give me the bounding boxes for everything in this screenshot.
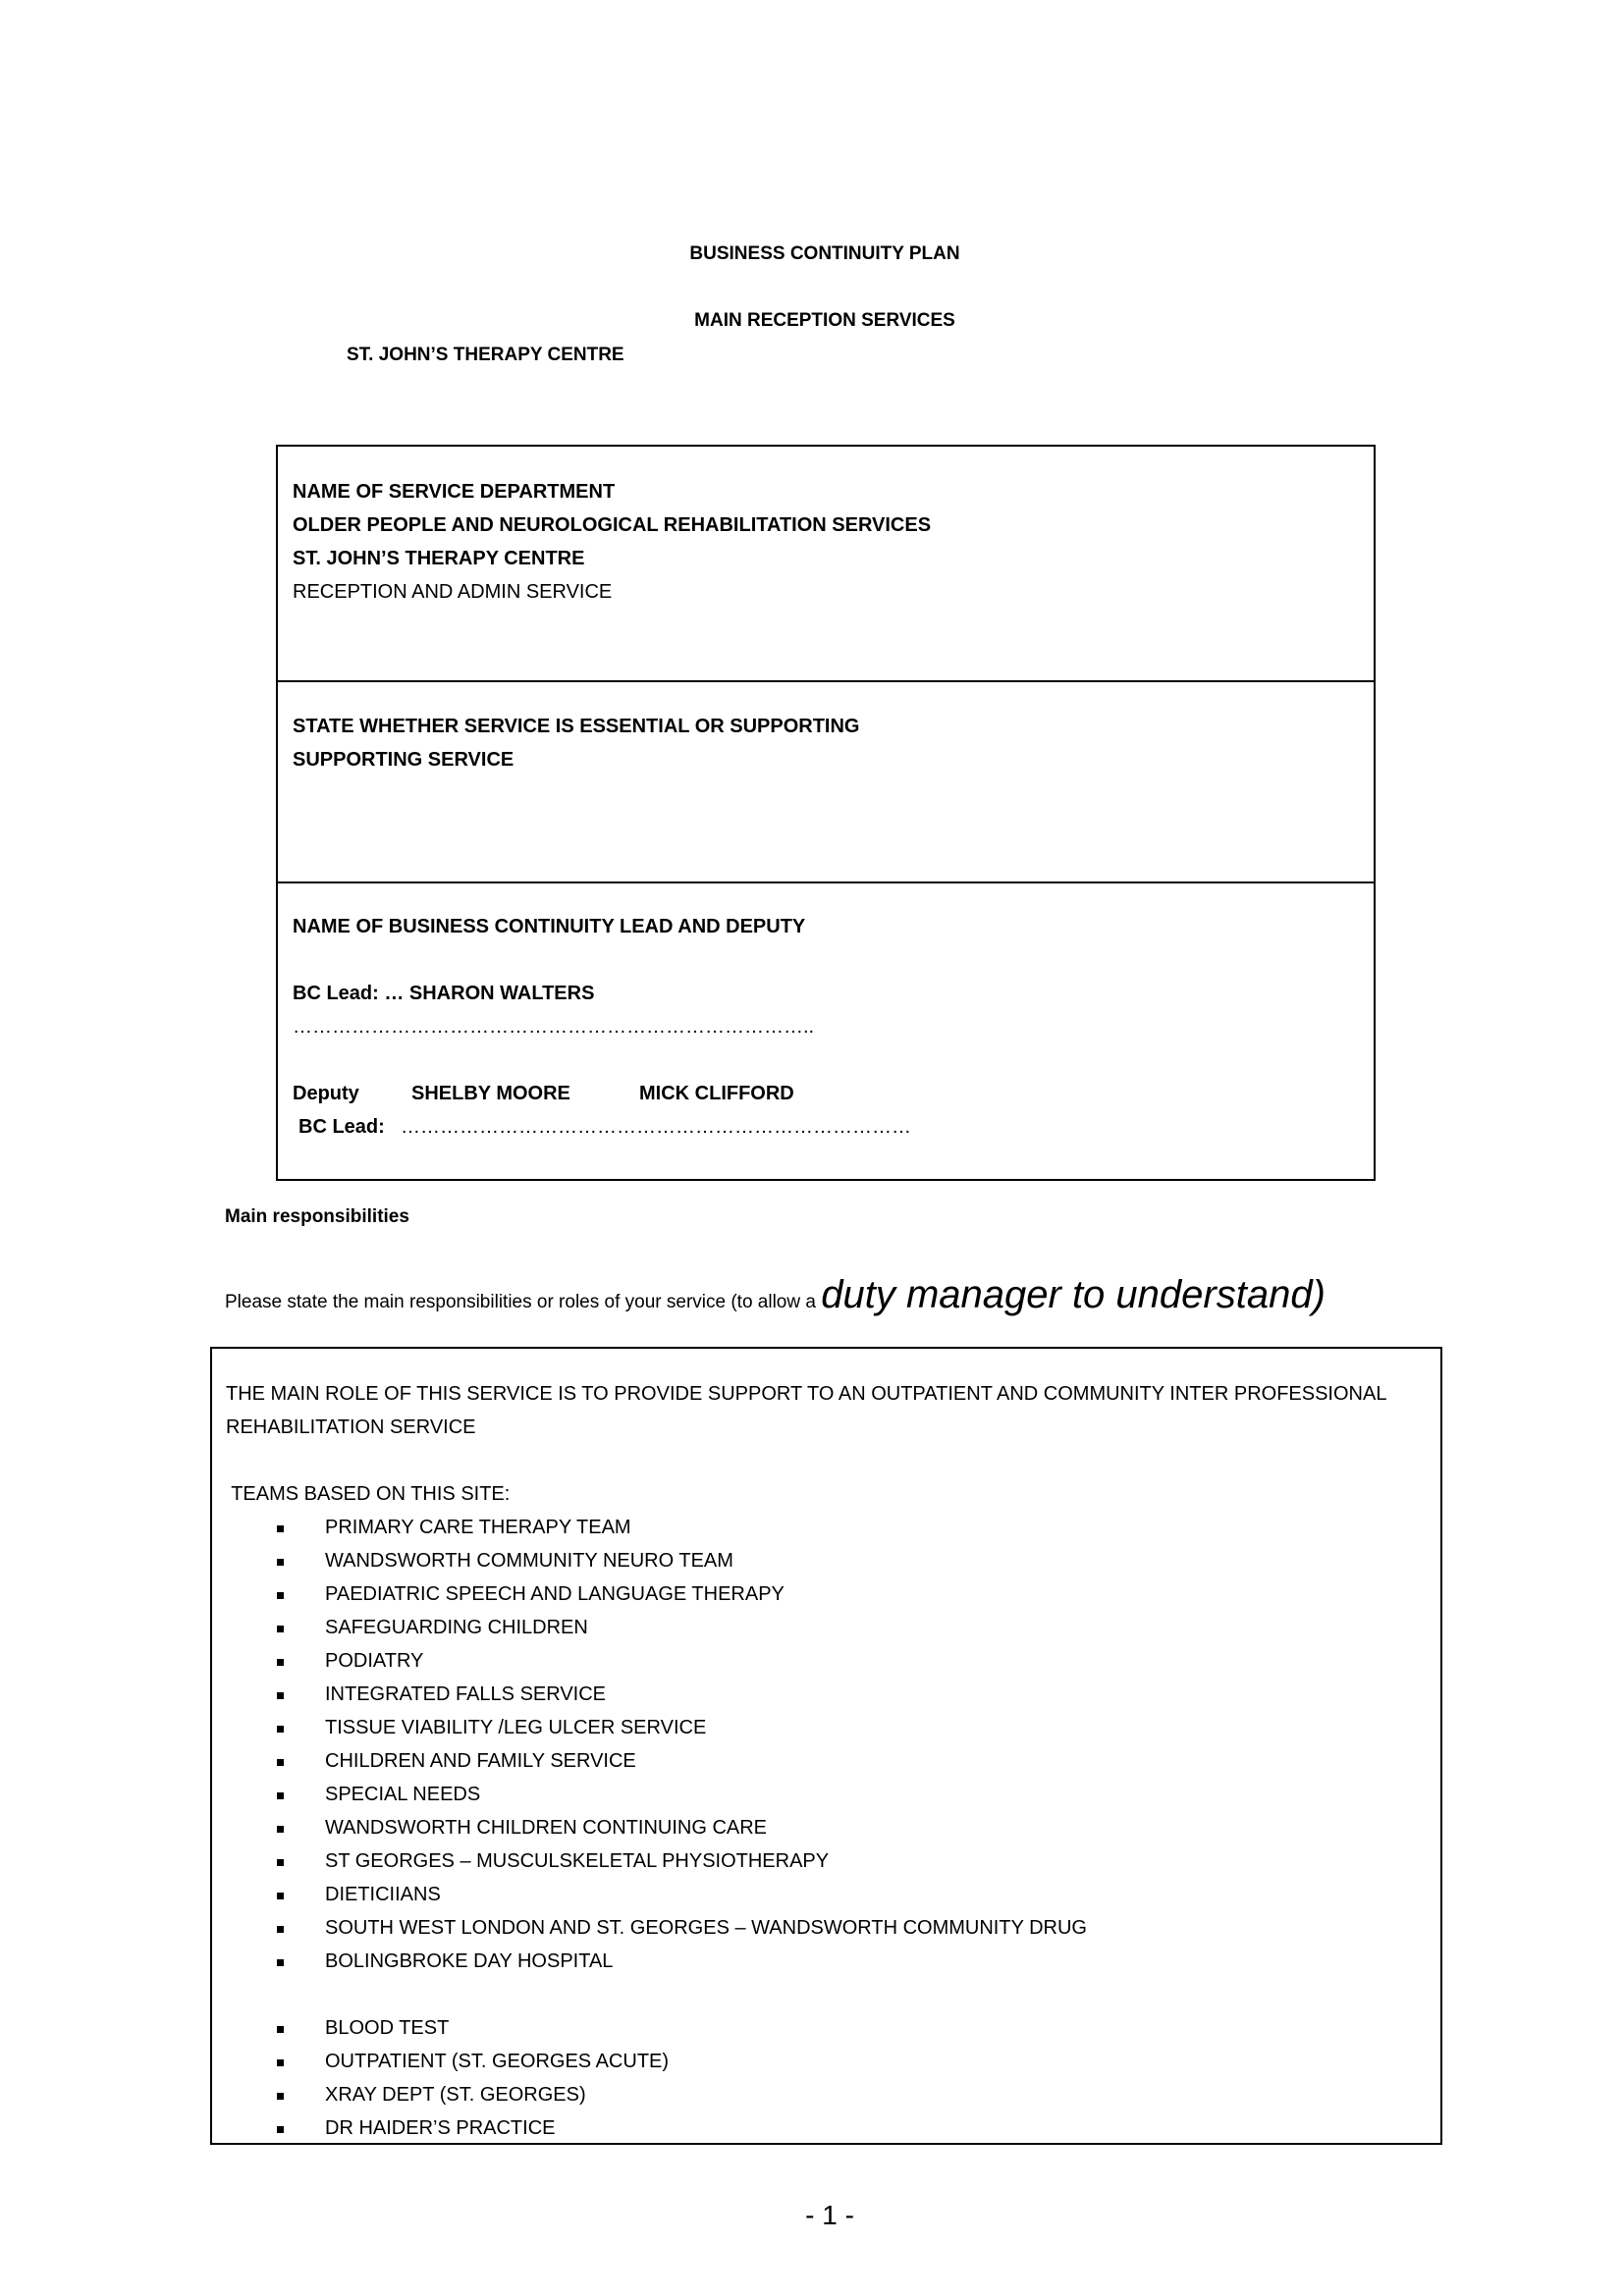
deputy-name-2: MICK CLIFFORD [639, 1083, 794, 1104]
service-type-heading: STATE WHETHER SERVICE IS ESSENTIAL OR SUPPORTING [293, 716, 860, 737]
document-title: BUSINESS CONTINUITY PLAN [689, 243, 960, 264]
department-line-2: ST. JOHN’S THERAPY CENTRE [293, 548, 585, 569]
prompt-small-text: Please state the main responsibilities or roles of your service (to allow a [225, 1292, 822, 1312]
department-line-1: OLDER PEOPLE AND NEUROLOGICAL REHABILITATION SERVICES [293, 514, 932, 536]
prompt-large-text: duty manager to understand) [821, 1273, 1326, 1316]
main-role-box: THE MAIN ROLE OF THIS SERVICE IS TO PROVIDE SUPPORT TO AN OUTPATIENT AND COMMUNITY INTER PROFESSIONAL REHABILITATION SERVICE TEAMS BASED ON THIS SITE: PRIMARY CARE THERAPY TEAM WANDSWORTH COMMUNITY NEURO TEAM PAEDIATRIC SPEECH AND LANGUAGE THERAPY SAFEGUARDING CHILDREN PODIATRY INTEGRATED FALLS SERVICE TISSUE VIABILITY /LEG ULCER SERVICE CHILDREN AND FAMILY SERVICE SPECIAL NEEDS WANDSWORTH CHILDREN CONTINUING CARE ST GEORGES – MUSCULSKELETAL PHYSIOTHERAPY DIETICIIANS SOUTH WEST LONDON AND ST. GEORGES – WANDSWORTH COMMUNITY DRUG BOLINGBROKE DAY HOSPITAL BLOOD TEST OUTPATIENT (ST. GEORGES ACUTE) XRAY DEPT (ST. GEORGES) DR HAIDER’S PRACTICE [210, 1347, 1442, 2145]
square-bullet-icon [277, 2059, 284, 2066]
square-bullet-icon [277, 1525, 284, 1532]
role-line-1: THE MAIN ROLE OF THIS SERVICE IS TO PROVIDE SUPPORT TO AN OUTPATIENT AND COMMUNITY INTER PROFESSIONAL [226, 1383, 1387, 1405]
table-divider [278, 881, 1374, 883]
deputy-name-1: SHELBY MOORE [411, 1083, 570, 1104]
square-bullet-icon [277, 1859, 284, 1866]
square-bullet-icon [277, 1893, 284, 1899]
square-bullet-icon [277, 2026, 284, 2033]
department-heading: NAME OF SERVICE DEPARTMENT [293, 481, 616, 503]
square-bullet-icon [277, 2093, 284, 2100]
teams-heading: TEAMS BASED ON THIS SITE: [226, 1483, 511, 1505]
square-bullet-icon [277, 1692, 284, 1699]
department-line-3: RECEPTION AND ADMIN SERVICE [293, 581, 613, 603]
square-bullet-icon [277, 1926, 284, 1933]
document-subtitle: MAIN RECEPTION SERVICES [694, 310, 955, 331]
service-type-value: SUPPORTING SERVICE [293, 749, 514, 771]
square-bullet-icon [277, 1592, 284, 1599]
square-bullet-icon [277, 1659, 284, 1666]
service-details-table [276, 445, 1376, 1181]
square-bullet-icon [277, 1826, 284, 1833]
responsibilities-heading: Main responsibilities [225, 1206, 409, 1227]
square-bullet-icon [277, 1759, 284, 1766]
site-name: ST. JOHN’S THERAPY CENTRE [347, 345, 624, 365]
role-line-2: REHABILITATION SERVICE [226, 1416, 476, 1438]
table-divider [278, 680, 1374, 682]
bc-lead-dots: …………………………………………………………………….. [293, 1016, 815, 1038]
deputy-bc-lead-dots: …………………………………………………………………… [401, 1116, 911, 1138]
square-bullet-icon [277, 1726, 284, 1733]
deputy-label: Deputy [293, 1083, 359, 1104]
square-bullet-icon [277, 1626, 284, 1632]
square-bullet-icon [277, 1959, 284, 1966]
square-bullet-icon [277, 1559, 284, 1566]
square-bullet-icon [277, 2126, 284, 2133]
square-bullet-icon [277, 1792, 284, 1799]
page-number: - 1 - [805, 2200, 854, 2230]
continuity-lead-heading: NAME OF BUSINESS CONTINUITY LEAD AND DEPUTY [293, 916, 806, 937]
bc-lead-label: BC Lead: … SHARON WALTERS [293, 983, 595, 1004]
deputy-bc-lead-label: BC Lead: [298, 1116, 385, 1138]
responsibilities-prompt [225, 1273, 1326, 1317]
